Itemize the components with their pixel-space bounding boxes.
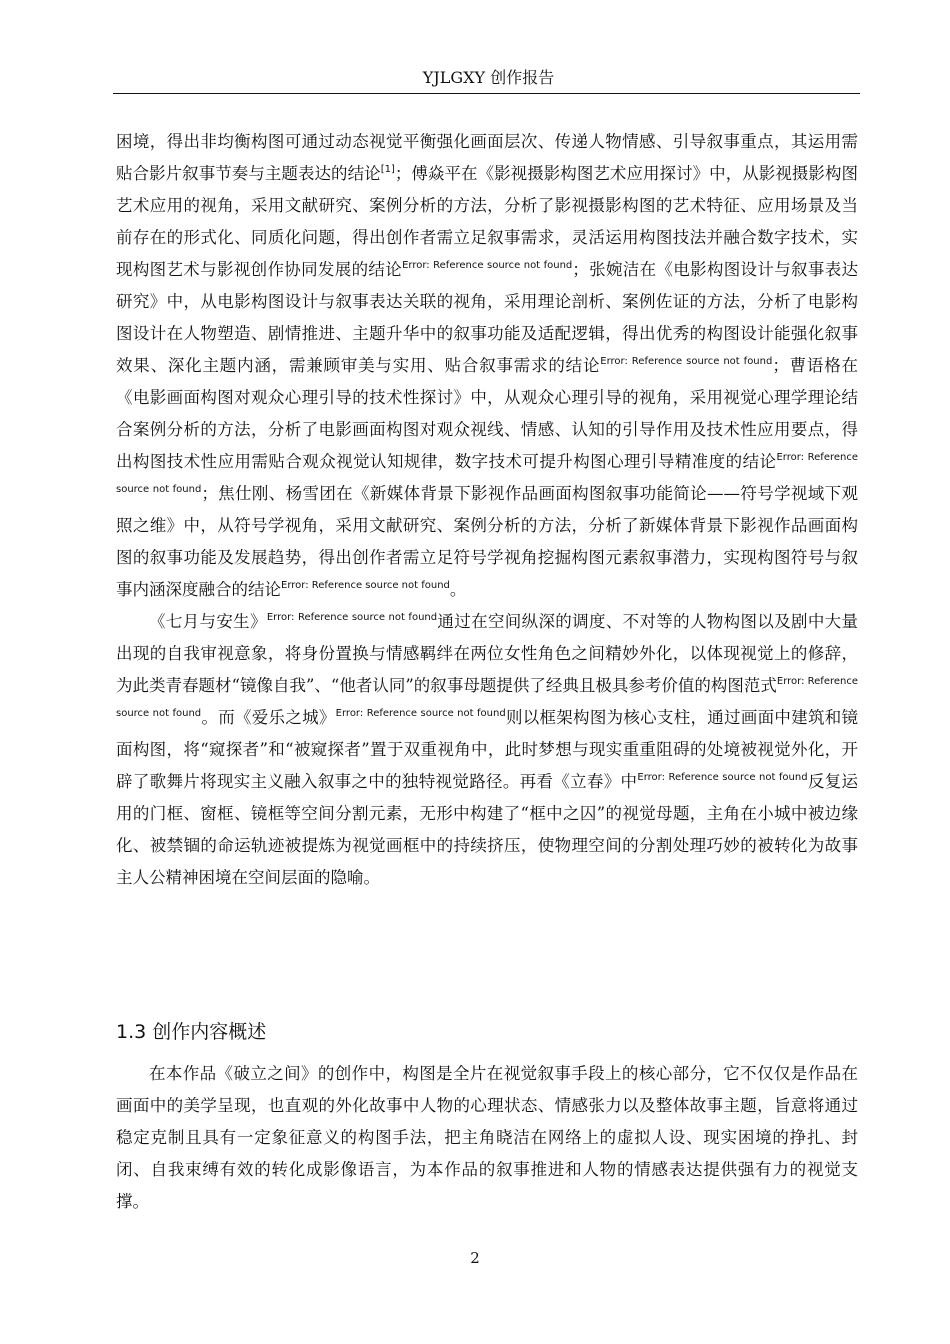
text-run: ；张婉洁在《电影构图设计与叙事表达研究》中，从电影构图设计与叙事表达关联的视角，采用理论剖析、案例佐证的方法，分析了电影构图设计在人物塑造、剧情推进、主题升华中的叙事功能及适配逻辑，得出优秀的构图设计能强化叙事效果、深化主题内涵，需兼顾审美与实用、贴合叙事需求的结论	[116, 260, 859, 375]
body-text	[116, 126, 858, 894]
text-run: 通过在空间纵深的调度、不对等的人物构图以及剧中大量出现的自我审视意象，将身份置换与情感羁绊在两位女性角色之间精妙外化，以体现视觉上的修辞，为此类青春题材“镜像自我”、“他者认同”的叙事母题提供了经典且极具参考价值的构图范式	[116, 612, 859, 695]
paragraph-creation-overview: 在本作品《破立之间》的创作中，构图是全片在视觉叙事手段上的核心部分，它不仅仅是作品在画面中的美学呈现，也直观的外化故事中人物的心理状态、情感张力以及整体故事主题，旨意将通过稳定克制且具有一定象征意义的构图手法，把主角晓洁在网络上的虚拟人设、现实困境的挣扎、封闭、自我束缚有效的转化成影像语言，为本作品的叙事推进和人物的情感表达提供强有力的视觉支撑。	[116, 1064, 858, 1211]
text-run: 困境，得出非均衡构图可通过动态视觉平衡强化画面层次、传递人物情感、引导叙事重点，其运用需贴合影片叙事节奏与主题表达的结论	[116, 132, 858, 183]
citation-error: Error: Reference source not found	[600, 356, 773, 367]
citation-error: Error: Reference source not found	[116, 676, 858, 719]
section-body	[116, 1058, 858, 1218]
text-run: ；傅焱平在《影视摄影构图艺术应用探讨》中，从影视摄影构图艺术应用的视角，采用文献研究、案例分析的方法，分析了影视摄影构图的艺术特征、应用场景及当前存在的形式化、同质化问题，得出创作者需立足叙事需求，灵活运用构图技法并融合数字技术，实现构图艺术与影视创作协同发展的结论	[116, 164, 859, 279]
citation-error: Error: Reference source not found	[281, 580, 450, 591]
text-run: 反复运用的门框、窗框、镜框等空间分割元素，无形中构建了“框中之囚”的视觉母题，主角在小城中被边缘化、被禁锢的命运轨迹被提炼为视觉画框中的持续挤压，使物理空间的分割处理巧妙的被转化为故事主人公精神困境在空间层面的隐喻。	[116, 772, 859, 887]
citation-error: Error: Reference source not found	[335, 708, 506, 719]
text-run: 《七月与安生》	[149, 612, 267, 631]
text-run: 则以框架构图为核心支柱，通过画面中建筑和镜面构图，将“窥探者”和“被窥探者”置于双重视角中，此时梦想与现实重重阻碍的处境被视觉外化，开辟了歌舞片将现实主义融入叙事之中的独特视觉路径。再看《立春》中	[116, 708, 859, 791]
paragraph-literature-review	[116, 126, 858, 606]
text-run: 。	[449, 580, 467, 599]
citation-error: Error: Reference source not found	[402, 260, 573, 271]
paragraph-film-cases	[116, 606, 858, 894]
text-run: ；曹语格在《电影画面构图对观众心理引导的技术性探讨》中，从观众心理引导的视角，采用视觉心理学理论结合案例分析的方法，分析了电影画面构图对观众视线、情感、认知的引导作用及技术性应用要点，得出构图技术性应用需贴合观众视觉认知规律，数字技术可提升构图心理引导精准度的结论	[116, 356, 859, 471]
running-header: YJLGXY 创作报告	[422, 68, 555, 87]
citation-marker: [1]	[380, 164, 395, 175]
text-run: 。而《爱乐之城》	[201, 708, 336, 727]
page-number: 2	[470, 1249, 480, 1267]
section-heading: 1.3 创作内容概述	[116, 1021, 267, 1043]
citation-error: Error: Reference source not found	[116, 452, 859, 495]
text-run: ；焦仕刚、杨雪团在《新媒体背景下影视作品画面构图叙事功能简论——符号学视域下观照之维》中，从符号学视角，采用文献研究、案例分析的方法，分析了新媒体背景下影视作品画面构图的叙事功能及发展趋势，得出创作者需立足符号学视角挖掘构图元素叙事潜力，实现构图符号与叙事内涵深度融合的结论	[116, 484, 859, 599]
citation-error: Error: Reference source not found	[637, 772, 808, 783]
citation-error: Error: Reference source not found	[266, 612, 438, 623]
header-rule	[113, 93, 860, 94]
